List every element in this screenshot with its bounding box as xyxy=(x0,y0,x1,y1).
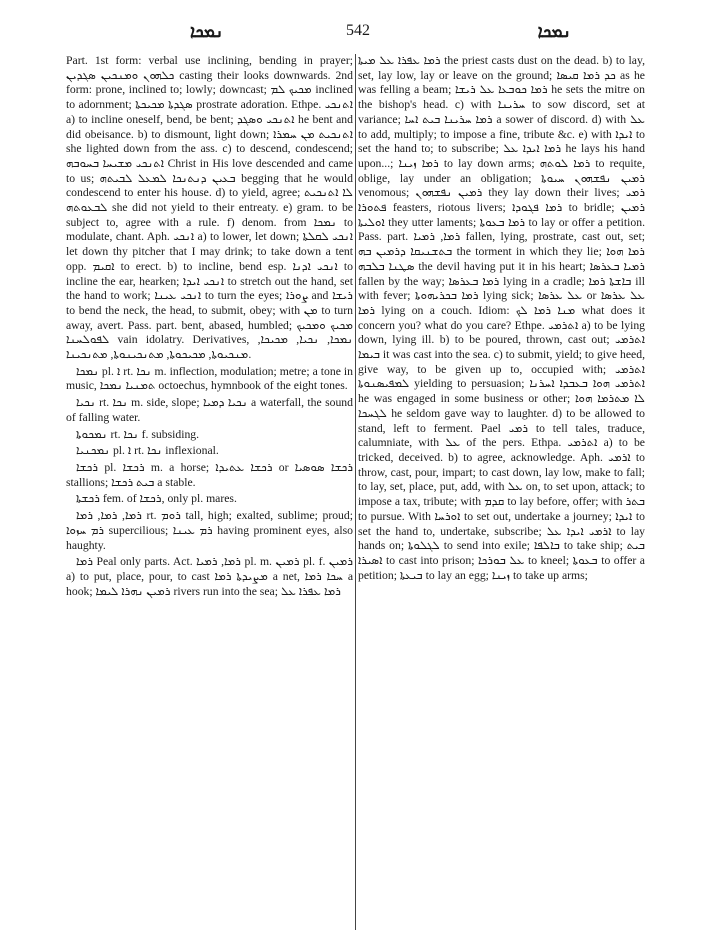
left-column xyxy=(66,54,353,934)
dictionary-entry: ܢܟܝܐ rt. ܢܟܐ m. side, slope; ܢܟܝܐ ܕܡܝܐ a waterfall, the sound of falling water. xyxy=(66,396,353,424)
dictionary-entry: ܢܡܟܢܝܐ pl. ܐ rt. ܢܟܐ inflexional. xyxy=(76,444,219,458)
dictionary-entry: ܢܡܟܘܬܐ rt. ܢܟܐ f. subsiding. xyxy=(76,427,200,441)
dictionary-entry: ܪܡܐ, ܪܡܐ, ܪܡܐ rt. ܪܘܡ tall, high; exalted, sublime; proud; ܪܡ ܚܙܘܐ supercilious; ܪܡ ܥܝܢܐ having prominent eyes, also haughty. xyxy=(66,509,353,552)
dictionary-entry: ܢܡܟܐ pl. ܐ rt. ܢܟܐ m. inflection, modulation; metre; a tone in music, ܬܡܢܝܐ ܢܡܟܐ octoechus, hymnbook of the eight tones. xyxy=(66,364,353,393)
page-header xyxy=(60,22,656,50)
page-number: 542 xyxy=(346,22,370,39)
right-running-headword: ܢܡܟܐ xyxy=(537,22,571,42)
dictionary-entry: Part. 1st form: verbal use inclining, bending in prayer; ܟܠܗܘܢ ܘܡܢܟܝܢ ܣܓܕܝܢ casting their looks downwards. 2nd form: prone, inclined to; lowly; downcast; ܡܟܝܟ ܠܡ inclined to adornment; ܣܓܕܬܐ ܡܟܝܟܬܐ prostrate adoration. Ethpe. ܐܬܢܟܝ a) to incline oneself, bend, be bent; ܐܬܢܟܝ ܘܣܓܕ he bent and did obeisance. b) to dismount, light down; ܐܬܢܟܝܬ ܡܢ ܚܡܪܐ she lighted down from the ass. c) to descend, condescend; ܐܬܢܟܝ ܡܫܝܚܐ ܒܚܘܒܗ Christ in His love descended and came to us; ܒܥܝܢ ܕܢܬܢܟܐ ܠܡܥܠ ܠܒܝܬܗ begging that he would condescend to enter his house. d) to yield, agree; ܠܐ ܐܬܢܟܝܬ ܠܒܥܘܬܗ she did not yield to their entreaty. e) gram. to be subject to, agree with a rule. f) denom. from ܢܡܟܐ to modulate, chant. Aph. ܐܢܟܝ a) to lower, let down; ܐܢܟܝ ܠܩܠܬܐ let down thy pitcher that I may drink; to take down a tent opp. ܐܩܝܡ to erect. b) to incline, bend esp. ܐܢܟܝ ܐܕܢܐ to incline the ear, hearken; ܐܢܟܝ ܐܝܕܐ to stretch out the hand, set the hand to work; ܐܢܟܝ ܥܝܢܐ to turn the eyes; ܨܘܪܐ and ܪܝܫܐ to bend the neck, the head, to submit, obey; with ܡܢ to turn away, avert. Pass. part. bent, abased, humbled; ܡܟܝܟ ܘܡܟܝܟ ܠܦܘܠܚܢܐ vain idolatry. Derivatives, ܢܡܟܐ, ܢܟܝܐ, ܡܟܝܟܐ, ܡܢܟܝܘܬܐ, ܡܟܝܟܘܬܐ, ܡܬܢܟܝܢܘܬܐ, ܡܬܢܟܝܢܐ. xyxy=(66,54,353,362)
dictionary-entry: ܪܟܫܬܐ fem. of ܪܟܫܐ, only pl. mares. xyxy=(76,492,237,506)
dictionary-entry: ܪܡܐ Peal only parts. Act. ܪܡܐ, ܪܡܝܐ pl. m. ܪܡܝܢ pl. f. ܪܡܝܢ a) to put, place, pour, to cast ܡܨܝܕܬܐ ܪܡܐ a net, ܚܟܐ ܪܡܐ a hook; ܪܡܝܢ ܢܗܪܐ ܠܝܡܐ rivers run into the sea; ܪܡܐ ܥܦܪܐ ܥܠ xyxy=(66,555,353,598)
right-column xyxy=(358,54,645,934)
left-running-headword: ܢܡܟܐ xyxy=(190,22,224,42)
dictionary-entry: ܪܡܐ ܥܦܪܐ ܥܠ ܡܝܬܐ the priest casts dust on the dead. b) to lay, set, lay low, lay or leave on the ground; ܟܕ ܪܡܐ ܩܝܣܐ as he was felling a beam; ܪܡܐ ܟܘܒܥܐ ܥܠ ܪܝܫܐ he sets the mitre on the bishop's head. c) with ܚܪܝܢܐ to sow discord, set at variance; ܪܡܐ ܚܪܝܢܐ ܒܝܬ ܐܚܐ a sower of discord. d) with ܥܠ to add, multiply; to impose a fine, tribute &c. e) with ܐܝܕܐ to set the hand to; to subscribe; ܪܡܐ ܐܝܕܐ ܥܠ he lays his hand upon...; ܪܡܐ ܙܝܢܐ to lay down arms; ܪܡܐ ܠܘܬܗ to requite, oblige, lay under an obligation; ܪܡܝܢ ܢܦܫܗܘܢ ܚܝܘܬܐ venomous; ܪܡܝܢ ܢܦܫܗܘܢ they lay down their lives; ܪܡܝ ܦܬܘܪܐ feasters, riotous livers; ܪܡܐ ܦܓܘܕܐ to bridle; ܪܡܝܢ ܐܘܠܝܬܐ they utter laments; ܪܡܐ ܒܥܘܬܐ to lay or offer a petition. Pass. part. ܪܡܐ, ܪܡܝܐ fallen, lying, prostrate, cast out, set; ܒܬܫܢܝܩܐ ܕܪܡܝܢ ܒܗ the torment in which they lie; ܪܡܐ ܗܘܐ ܣܛܢܐ ܒܠܒܗ the devil having put it in his heart; ܪܡܝܐ ܒܥܪܣܐ fallen by the way; ܪܡܐ ܒܥܪܣܐ lying in a cradle; ܒܐܫܬܐ ܪܡܐ ill with fever; ܪܡܐ ܒܟܪܝܗܘܬܐ lying sick; ܥܠ ܥܪܣܐ or ܥܠ ܥܪܣܐ ܪܡܐ lying on a couch. Idiom: ܡܢܐ ܪܡܐ ܠܟ what does it concern you? what do you care? Ethpe. ܐܬܪܡܝ a) to be lying down, lying ill. b) to be poured, thrown, cast out; ܐܬܪܡܝ ܒܝܡܐ it was cast into the sea. c) to submit, yield; to give heed, give way, to be given up to, occupied with; ܐܬܪܡܝ ܠܡܦܝܣܢܘܬܐ yielding to persuasion; ܐܬܪܡܝ ܗܘܐ ܒܥܒܕܐ ܐܚܪܢܐ he was engaged in some business or other; ܠܐ ܡܬܪܡܐ ܗܘܐ ܠܓܚܟܐ he seldom gave way to laughter. d) to be allowed to stand, left to ferment. Pael ܪܡܝ to tell tales, traduce, calumniate, with ܥܠ of the pers. Ethpa. ܐܬܪܡܝ a) to be tricked, deceived. b) to agree, acknowledge. Aph. ܐܪܡܝ to throw, cast, pour, impart; to cast down, lay low, make to fall; to lay, set, place, put, add, with ܥܠ on, to set upon, attack; to impose a tax, tribute; with ܩܕܡ to lay before, offer; with ܒܬܪ to pursue. With ܐܘܪܚܐ to set out, undertake a journey; ܐܝܕܐ to set the hand to, undertake, subscribe; ܐܪܡܝ ܐܝܕܐ ܥܠ to lay hands on; ܠܓܠܘܬܐ to send into exile; ܒܐܠܦܐ to take ship; ܒܝܬ ܐܣܝܪܐ to cast into prison; ܥܠ ܒܘܪܟܐ to kneel; ܒܥܘܬܐ to offer a petition; ܒܝܥܬܐ to lay an egg; ܙܝܢܐ to take up arms; xyxy=(358,54,645,582)
column-divider xyxy=(355,54,356,930)
dictionary-entry: ܪܟܫܐ pl. ܪܟܫܐ m. a horse; ܪܟܫܐ ܥܬܝܕܐ or ܪܟܫܐ ܣܘܣܝܐ stallions; ܒܝܬ ܪܟܫܐ a stable. xyxy=(66,460,353,489)
